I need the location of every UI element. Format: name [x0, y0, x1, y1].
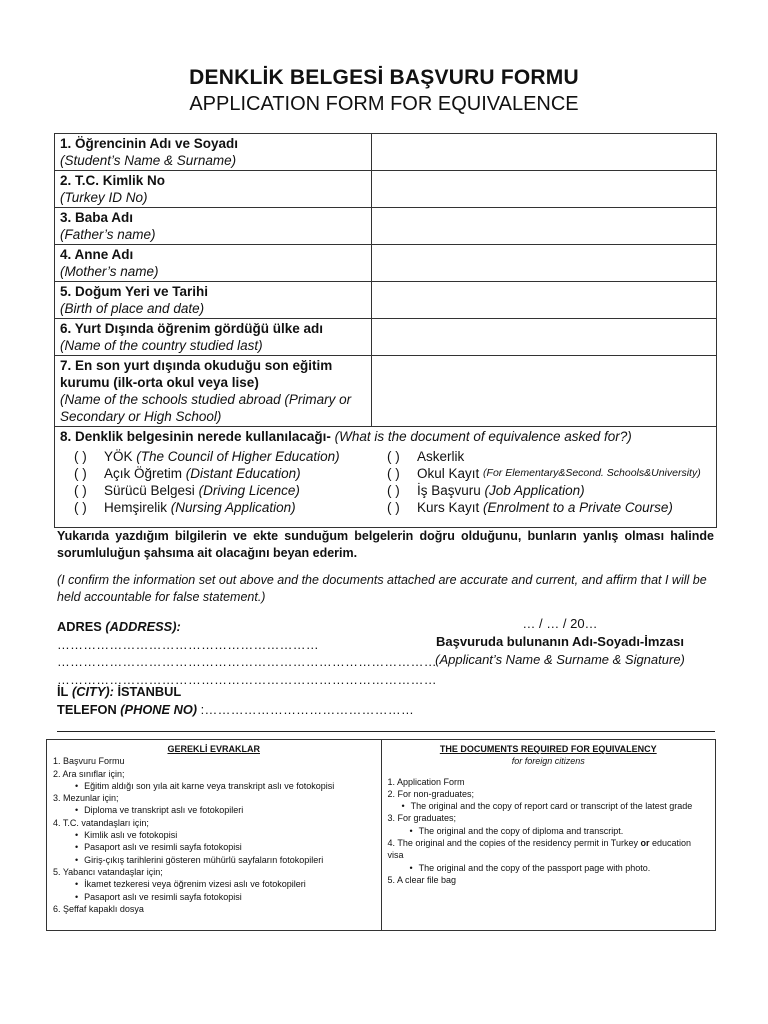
phone-label-en: (PHONE NO)	[120, 701, 198, 717]
purpose-option[interactable]	[387, 499, 701, 516]
required-tr-bullet: • Pasaport aslı ve resimli sayfa fotokopisi	[53, 841, 375, 853]
field-value-input[interactable]	[372, 171, 717, 208]
required-en-item-1: 1. Application Form	[387, 776, 465, 787]
purpose-row	[55, 427, 717, 528]
required-en-header: THE DOCUMENTS REQUIRED FOR EQUIVALENCY	[439, 744, 657, 754]
required-en-item-4-text: 4. The original and the copies of the residency permit in Turkey	[387, 838, 638, 849]
declaration	[57, 528, 714, 606]
required-tr-item: 4. T.C. vatandaşları için;	[53, 817, 149, 828]
required-en-item-2-bullet: • The original and the copy of report card or transcript of the latest grade	[388, 800, 710, 812]
purpose-question	[60, 428, 711, 445]
form-row	[55, 134, 717, 171]
option-label-tr: İş Başvuru	[417, 483, 481, 498]
purpose-label-tr: 8. Denklik belgesinin nerede kullanılacağı-	[60, 429, 331, 444]
purpose-option[interactable]	[74, 499, 387, 516]
required-en-item-3-bullet: • The original and the copy of diploma and transcript.	[388, 825, 710, 837]
option-label-en: (For Elementary&Second. Schools&University)	[483, 467, 701, 479]
option-checkbox[interactable]: ( )	[74, 483, 87, 498]
required-tr-bullet: • Diploma ve transkript aslı ve fotokopileri	[53, 804, 375, 816]
field-label-tr: 6. Yurt Dışında öğrenim gördüğü ülke adı	[60, 321, 324, 336]
purpose-options-left	[60, 448, 387, 516]
required-en-item-5: 5. A clear file bag	[387, 874, 457, 885]
option-checkbox[interactable]: ( )	[74, 466, 87, 481]
field-label-tr: 1. Öğrencinin Adı ve Soyadı	[60, 136, 239, 151]
option-checkbox[interactable]: ( )	[387, 500, 400, 515]
form-title: DENKLİK BELGESİ BAŞVURU FORMU	[189, 66, 579, 89]
declaration-en: (I confirm the information set out above and the documents attached are accurate and current, and affirm that I will be held accountable for false statement.)	[57, 573, 707, 604]
required-en-item-4-or: or	[640, 838, 650, 849]
required-documents-tr	[47, 740, 382, 930]
address-line-2[interactable]: ……………………………………………………………………………	[57, 654, 437, 669]
purpose-options	[60, 445, 711, 526]
address-block	[57, 618, 437, 688]
field-value-input[interactable]	[372, 319, 717, 356]
option-label-tr: Açık Öğretim	[104, 466, 183, 481]
form-row	[55, 208, 717, 245]
field-value-input[interactable]	[372, 245, 717, 282]
option-checkbox[interactable]: ( )	[74, 500, 87, 515]
form-row	[55, 356, 717, 427]
required-en-item-2: 2. For non-graduates;	[387, 788, 475, 799]
field-label	[55, 319, 372, 356]
purpose-options-right	[387, 448, 701, 516]
form-row	[55, 245, 717, 282]
field-label-tr: 3. Baba Adı	[60, 210, 134, 225]
field-label	[55, 171, 372, 208]
option-label-en: (Driving Licence)	[198, 483, 300, 498]
required-tr-item: 2. Ara sınıflar için;	[53, 768, 125, 779]
required-tr-bullet: • Eğitim aldığı son yıla ait karne veya transkript aslı ve fotokopisi	[53, 780, 375, 792]
purpose-option[interactable]	[74, 482, 387, 499]
option-label-en: (The Council of Higher Education)	[136, 449, 340, 464]
required-tr-item: 3. Mezunlar için;	[53, 793, 119, 804]
required-tr-item: 5. Yabancı vatandaşlar için;	[53, 866, 163, 877]
required-tr-bullet: • Kimlik aslı ve fotokopisi	[53, 829, 375, 841]
required-tr-item: 6. Şeffaf kapaklı dosya	[53, 903, 144, 914]
option-label-en: (Job Application)	[484, 483, 585, 498]
address-line-3[interactable]: ……………………………………………………………………………	[57, 671, 437, 687]
option-label-tr: Askerlik	[417, 449, 465, 464]
address-label-en: (ADDRESS):	[105, 619, 181, 634]
required-tr-item: 1. Başvuru Formu	[53, 756, 125, 767]
address-line-1[interactable]: ……………………………………………………	[57, 636, 319, 652]
required-en-item-3: 3. For graduates;	[387, 813, 457, 824]
city-label-en: (CITY):	[71, 684, 114, 699]
city-label-tr: İL	[57, 684, 69, 699]
purpose-label-en: (What is the document of equivalence asked for?)	[334, 429, 632, 444]
field-label-en: (Student’s Name & Surname)	[60, 153, 237, 168]
option-label-tr: Sürücü Belgesi	[104, 483, 195, 498]
field-label-en: (Father’s name)	[60, 227, 156, 242]
required-en-item-4	[388, 837, 710, 862]
field-label-en: (Name of the schools studied abroad (Primary or Secondary or High School)	[60, 392, 352, 424]
purpose-option[interactable]	[387, 448, 701, 465]
field-label-en: (Birth of place and date)	[60, 301, 205, 316]
field-label-en: (Mother’s name)	[60, 264, 159, 279]
phone-label-tr: TELEFON	[57, 701, 117, 717]
option-label-tr: Hemşirelik	[104, 500, 168, 515]
required-en-subheader: for foreign citizens	[511, 756, 585, 767]
field-value-input[interactable]	[372, 134, 717, 171]
phone-field[interactable]: :…………………………………………	[200, 701, 415, 717]
required-documents-box	[46, 739, 716, 931]
required-tr-bullet: • Giriş-çıkış tarihlerini gösteren mühürlü sayfaların fotokopileri	[53, 854, 375, 866]
application-form-table	[54, 133, 717, 528]
city-value: İSTANBUL	[117, 684, 182, 699]
required-en-item-4-bullet: • The original and the copy of the passport page with photo.	[388, 862, 710, 874]
form-subtitle: APPLICATION FORM FOR EQUIVALENCE	[189, 93, 579, 115]
field-value-input[interactable]	[372, 208, 717, 245]
option-label-tr: YÖK	[104, 449, 133, 464]
field-label	[55, 245, 372, 282]
signature-block	[400, 615, 720, 669]
option-label-tr: Kurs Kayıt	[417, 500, 480, 515]
required-tr-header: GEREKLİ EVRAKLAR	[167, 744, 260, 754]
field-value-input[interactable]	[372, 282, 717, 319]
field-label	[55, 356, 372, 427]
declaration-tr: Yukarıda yazdığım bilgilerin ve ekte sunduğum belgelerin doğru olduğunu, bunların yanlış olması halinde sorumluluğun şahsıma ait olacağını beyan ederim.	[57, 529, 714, 560]
option-label-en: (Nursing Application)	[170, 500, 296, 515]
option-label-en: (Distant Education)	[185, 466, 301, 481]
field-label	[55, 282, 372, 319]
form-row	[55, 171, 717, 208]
required-tr-bullet: • Pasaport aslı ve resimli sayfa fotokopisi	[53, 891, 375, 903]
required-en-item-4-text-2: education visa	[387, 838, 692, 861]
field-label-tr: 7. En son yurt dışında okuduğu son eğitim kurumu (ilk-orta okul veya lise)	[60, 358, 333, 390]
field-value-input[interactable]	[372, 356, 717, 427]
signature-label-en: (Applicant’s Name & Surname & Signature)	[435, 652, 685, 667]
purpose-option[interactable]	[74, 448, 387, 465]
option-label-tr: Okul Kayıt	[417, 466, 480, 481]
city-phone-block	[57, 683, 414, 718]
purpose-option[interactable]	[74, 465, 387, 482]
field-label-tr: 5. Doğum Yeri ve Tarihi	[60, 284, 209, 299]
signature-label-tr: Başvuruda bulunanın Adı-Soyadı-İmzası	[436, 634, 684, 649]
required-tr-bullet: • İkamet tezkeresi veya öğrenim vizesi aslı ve fotokopileri	[53, 878, 375, 890]
option-checkbox[interactable]: ( )	[387, 466, 400, 481]
address-label-tr: ADRES	[57, 619, 102, 634]
field-label	[55, 208, 372, 245]
field-label-en: (Name of the country studied last)	[60, 338, 263, 353]
required-documents-en	[382, 740, 716, 930]
field-label-tr: 4. Anne Adı	[60, 247, 134, 262]
purpose-option[interactable]	[387, 465, 701, 482]
field-label-tr: 2. T.C. Kimlik No	[60, 173, 166, 188]
section-divider	[57, 731, 715, 732]
option-label-en: (Enrolment to a Private Course)	[483, 500, 673, 515]
option-checkbox[interactable]: ( )	[387, 483, 400, 498]
form-row	[55, 319, 717, 356]
purpose-option[interactable]	[387, 482, 701, 499]
option-checkbox[interactable]: ( )	[74, 449, 87, 464]
option-checkbox[interactable]: ( )	[387, 449, 400, 464]
field-label	[55, 134, 372, 171]
signature-date[interactable]: … / … / 20…	[522, 616, 598, 631]
field-label-en: (Turkey ID No)	[60, 190, 148, 205]
form-row	[55, 282, 717, 319]
